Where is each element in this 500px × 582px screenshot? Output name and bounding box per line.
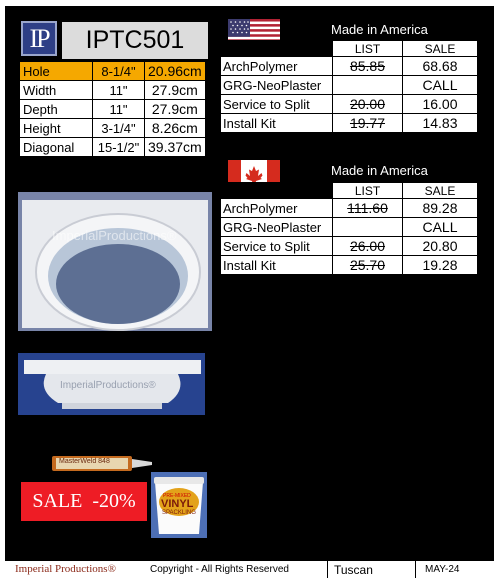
dimension-row [20, 100, 206, 119]
photo-watermark: ImperialProductions® [52, 228, 177, 243]
caulk-tube-photo [52, 455, 152, 472]
list-price: 26.00 [333, 237, 403, 256]
list-price: 111.60 [333, 199, 403, 218]
dimension-imperial: 15-1/2" [93, 138, 145, 157]
price-item-name: GRG-NeoPlaster [221, 218, 333, 237]
price-item-name: ArchPolymer [221, 199, 333, 218]
sale-badge: SALE -20% [21, 482, 147, 521]
price-header-row [221, 183, 478, 199]
price-item-name: ArchPolymer [221, 57, 333, 76]
dimension-metric: 27.9cm [145, 100, 206, 119]
list-column-header: LIST [333, 183, 403, 199]
product-photo-side [18, 353, 205, 415]
sale-price: 19.28 [403, 256, 478, 275]
sale-price: 20.80 [403, 237, 478, 256]
list-price: 20.00 [333, 95, 403, 114]
dimension-label: Height [20, 119, 93, 138]
product-code: IPTC501 [62, 22, 208, 59]
sale-price: 14.83 [403, 114, 478, 133]
dimension-metric: 20.96cm [145, 62, 206, 81]
footer-bar [5, 561, 494, 578]
dimension-imperial: 11" [93, 81, 145, 100]
price-item-name: Install Kit [221, 256, 333, 275]
dimension-row [20, 119, 206, 138]
price-row [221, 199, 478, 218]
list-price [333, 218, 403, 237]
price-row [221, 114, 478, 133]
price-row [221, 95, 478, 114]
us-price-table [220, 40, 478, 133]
dimension-label: Width [20, 81, 93, 100]
sale-price: CALL [403, 218, 478, 237]
dimension-imperial: 3-1/4" [93, 119, 145, 138]
dimension-label: Hole [20, 62, 93, 81]
product-photo-top [18, 192, 212, 331]
footer-brand: Imperial Productions® [15, 563, 116, 575]
list-price: 25.70 [333, 256, 403, 275]
footer-style: Tuscan [334, 563, 373, 577]
photo-watermark: ImperialProductions® [60, 380, 156, 391]
caulk-label: MasterWeld 848 [59, 458, 110, 465]
price-item-name: Service to Split [221, 237, 333, 256]
price-item-name: Install Kit [221, 114, 333, 133]
price-row [221, 237, 478, 256]
dimension-imperial: 8-1/4" [93, 62, 145, 81]
canada-price-table [220, 182, 478, 275]
sale-price: CALL [403, 76, 478, 95]
tub-label-sub: SPACKLING [162, 510, 196, 516]
dimension-imperial: 11" [93, 100, 145, 119]
dimension-row [20, 62, 206, 81]
price-row [221, 218, 478, 237]
list-price [333, 76, 403, 95]
list-column-header: LIST [333, 41, 403, 57]
tub-label-main: VINYL [161, 498, 194, 510]
dimension-metric: 8.26cm [145, 119, 206, 138]
canada-made-heading: Made in America [331, 163, 428, 178]
dimensions-table [19, 61, 206, 157]
price-row [221, 256, 478, 275]
sale-price: 68.68 [403, 57, 478, 76]
price-header-row [221, 41, 478, 57]
dimension-label: Diagonal [20, 138, 93, 157]
dimension-row [20, 138, 206, 157]
sale-column-header: SALE [403, 183, 478, 199]
sale-price: 89.28 [403, 199, 478, 218]
brand-logo: IP [21, 21, 57, 56]
footer-copyright: Copyright - All Rights Reserved [150, 564, 289, 575]
spackling-tub-photo [151, 472, 207, 538]
dimension-row [20, 81, 206, 100]
sale-price: 16.00 [403, 95, 478, 114]
price-row [221, 57, 478, 76]
dimension-label: Depth [20, 100, 93, 119]
dimension-metric: 39.37cm [145, 138, 206, 157]
us-made-heading: Made in America [331, 22, 428, 37]
tub-label-top: PRE-MIXED [163, 493, 191, 499]
price-row [221, 76, 478, 95]
price-item-name: Service to Split [221, 95, 333, 114]
sale-column-header: SALE [403, 41, 478, 57]
list-price: 85.85 [333, 57, 403, 76]
footer-date: MAY-24 [425, 564, 460, 575]
list-price: 19.77 [333, 114, 403, 133]
price-item-name: GRG-NeoPlaster [221, 76, 333, 95]
dimension-metric: 27.9cm [145, 81, 206, 100]
